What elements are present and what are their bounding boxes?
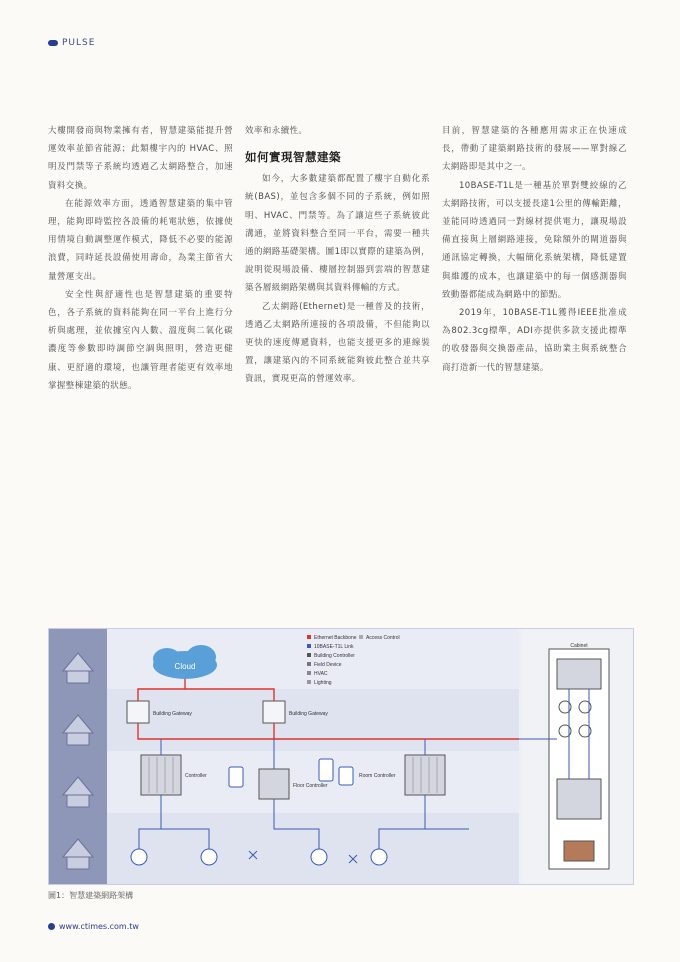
floor-band-top xyxy=(49,629,519,689)
paragraph: 在能源效率方面，透過智慧建築的集中管理，能夠即時監控各設備的耗電狀態，依據使用情境自動調整運作模式，降低不必要的能源浪費，同時延長設備使用壽命，為業主節省大量營運支出。 xyxy=(48,198,233,282)
gateway-label: Building Gateway xyxy=(289,711,328,717)
legend-item: HVAC xyxy=(314,671,328,677)
plc-label: Room Controller xyxy=(359,773,396,779)
paragraph: 效率和永續性。 xyxy=(245,126,308,136)
text-column-1 xyxy=(48,122,233,395)
footer-dot-icon xyxy=(48,923,55,930)
section-title: 如何實現智慧建築 xyxy=(245,150,341,165)
paragraph: 大樓開發商與物業擁有者，智慧建築能提升營運效率並節省能源；此類樓宇內的 HVAC、照明及門禁等子系統均透過乙太網路整合，加速資料交換。 xyxy=(48,126,233,191)
header-section: PULSE xyxy=(62,38,96,48)
running-header xyxy=(48,38,95,48)
paragraph: 乙太網路(Ethernet)是一種普及的技術，透過乙太網路所連接的各項設備，不但能夠以更快的速度傳遞資料，也能支援更多的連線裝置，讓建築內的不同系統能夠彼此整合並共享資訊，實現更高的營運效率。 xyxy=(245,301,430,385)
header-dot-icon xyxy=(48,40,58,46)
figure-caption: 圖1：智慧建築網路架構 xyxy=(48,891,134,900)
page-footer xyxy=(48,922,139,931)
legend-item: Building Controller xyxy=(314,653,355,659)
paragraph: 10BASE-T1L是一種基於單對雙絞線的乙太網路技術，可以支援長達1公里的傳輸距離，並能同時透過同一對線材提供電力，讓現場設備直接與上層網路連接，免除額外的閘道器與通訊協定轉換，大幅簡化系統架構，降低建置與維護的成本，也讓建築中的每一個感測器與致動器都能成為網路中的節點。 xyxy=(442,180,627,300)
legend-item: Ethernet Backbone xyxy=(314,635,357,641)
legend-item: Access Control xyxy=(366,635,400,641)
floor-band-4 xyxy=(49,813,519,884)
text-column-3 xyxy=(442,122,627,377)
paragraph: 目前，智慧建築的各種應用需求正在快速成長，帶動了建築網路技術的發展——單對線乙太網路即是其中之一。 xyxy=(442,126,627,173)
plc-label: Floor Controller xyxy=(293,783,328,789)
footer-url[interactable]: www.ctimes.com.tw xyxy=(59,922,139,931)
legend-item: Lighting xyxy=(314,680,332,686)
gateway-label: Building Gateway xyxy=(153,711,192,717)
plc-label: Controller xyxy=(185,773,207,779)
text-column-2 xyxy=(245,122,430,389)
paragraph: 安全性與舒適性也是智慧建築的重要特色，各子系統的資料能夠在同一平台上進行分析與處理，並依據室內人數、溫度與二氧化碳濃度等參數即時調節空調與照明，營造更健康、更舒適的環境，也讓管理者能更有效率地掌握整棟建築的狀態。 xyxy=(48,289,233,391)
network-diagram-svg xyxy=(49,629,633,884)
cloud-label: Cloud xyxy=(174,662,196,671)
network-diagram xyxy=(48,628,634,885)
paragraph: 如今，大多數建築都配置了樓宇自動化系統(BAS)，並包含多個不同的子系統，例如照明、HVAC、門禁等。為了讓這些子系統彼此溝通，並將資料整合至同一平台，需要一種共通的網路基礎架構。圖1即以實際的建築為例，說明從現場設備、樓層控制器到雲端的智慧建築各層級網路架構與其資料傳輸的方式。 xyxy=(245,174,430,294)
cabinet-label: Cabinet xyxy=(570,643,588,649)
legend-item: 10BASE-T1L Link xyxy=(314,644,354,650)
paragraph: 2019年，10BASE-T1L獲得IEEE批准成為802.3cg標準，ADI亦提供多款支援此標準的收發器與交換器產品，協助業主與系統整合商打造新一代的智慧建築。 xyxy=(442,308,627,373)
legend-item: Field Device xyxy=(314,662,342,668)
